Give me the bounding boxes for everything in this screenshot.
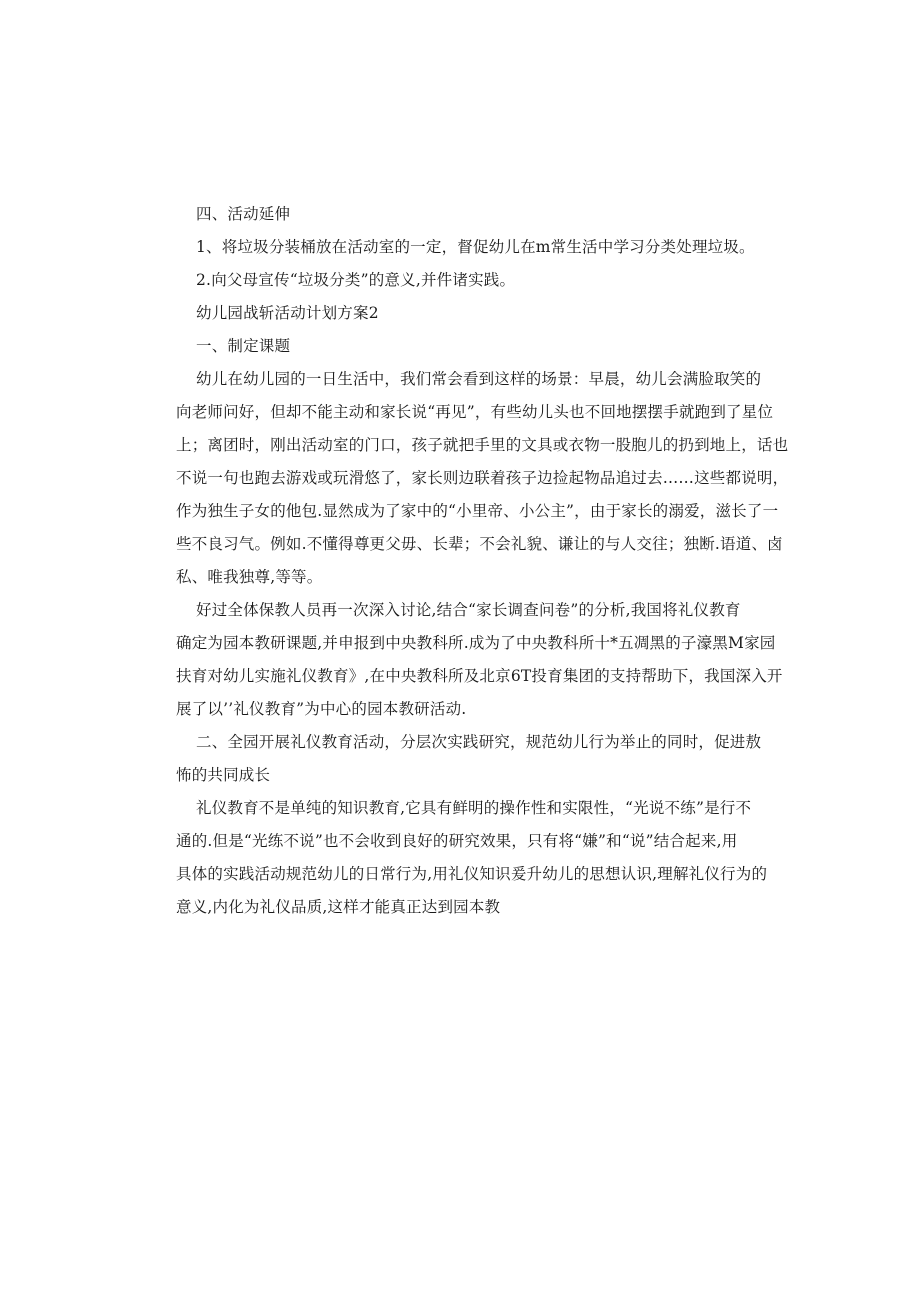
text-line: 礼仪教育不是单纯的知识教育,它具有鲜明的操作性和实限性，“光说不练”是行不: [196, 799, 752, 817]
paragraph-scenario: [176, 363, 789, 594]
section-heading-topic: [196, 330, 756, 363]
text-line: 私、唯我独尊,等等。: [176, 568, 323, 586]
text-line: 2.向父母宣传“垃圾分类”的意义,并件诸实践。: [196, 271, 516, 289]
text-line: 具体的实践活动规范幼儿的日常行为,用礼仪知识爰升幼儿的思想认识,理解礼仪行为的: [176, 865, 768, 883]
section-heading-extension: [196, 198, 756, 231]
text-line: 意义,内化为礼仪品质,这样才能真正达到园本教: [176, 898, 501, 916]
text-line: 展了以’’礼仪教育”为中心的园本教研活动.: [176, 700, 467, 718]
text-line: 些不良习气。例如.不懂得尊更父毋、长辈；不会礼貌、谦让的与人交往；独断.语道、卤: [176, 535, 783, 553]
text-line: 通的.但是“光练不说”也不会收到良好的研究效果，只有将“嫌”和“说”结合起来,用: [176, 832, 738, 850]
text-line: 上；离团时，刚出活动室的门口，孩子就把手里的文具或衣物一股胞儿的扔到地上，话也: [176, 436, 789, 454]
extension-item-2: [196, 264, 756, 297]
text-line: 幼儿园战斩活动计划方案2: [196, 304, 379, 322]
text-line: 不说一句也跑去游戏或玩滑悠了，家长则边联着孩子边捡起物品追过去……这些都说明，: [176, 469, 789, 487]
text-line: 二、全园开展礼仪教育活动，分层次实践研究，规范幼儿行为举止的同时，促进敖: [196, 733, 762, 751]
text-line: 四、活动延伸: [196, 205, 291, 223]
text-line: 怖的共同成长: [176, 766, 271, 784]
text-line: 好过全体保教人员再一次深入讨论,结合“家长调查问卷”的分析,我国将礼仪教育: [196, 601, 741, 619]
document-body: [176, 198, 789, 924]
text-line: 1、将垃圾分装桶放在活动室的一定，督促幼儿在m常生活中学习分类处理垃圾。: [196, 238, 755, 256]
extension-item-1: [196, 231, 756, 264]
paragraph-etiquette: [176, 792, 768, 924]
paragraph-research-topic: [176, 594, 783, 726]
text-line: 向老师问好，但却不能主动和家长说“再见”，有些幼儿头也不回地摆摆手就跑到了星位: [176, 403, 774, 421]
text-line: 扶育对幼儿实施礼仪教育》,在中央教科所及北京6T投育集团的支持帮助下，我国深入开: [176, 667, 783, 685]
text-line: 确定为园本教研课题,并申报到中央教科所.成为了中央教科所十*五凋黑的子濠黑M家园: [176, 634, 776, 652]
plan-title: [196, 297, 756, 330]
text-line: 幼儿在幼儿园的一日生活中，我们常会看到这样的场景：早晨，幼儿会满脸取笑的: [196, 370, 762, 388]
section-heading-practice: [176, 726, 762, 792]
text-line: 作为独生子女的他包.显然成为了家中的“小里帝、小公主”，由于家长的溺爱，滋长了一: [176, 502, 779, 520]
text-line: 一、制定课题: [196, 337, 291, 355]
